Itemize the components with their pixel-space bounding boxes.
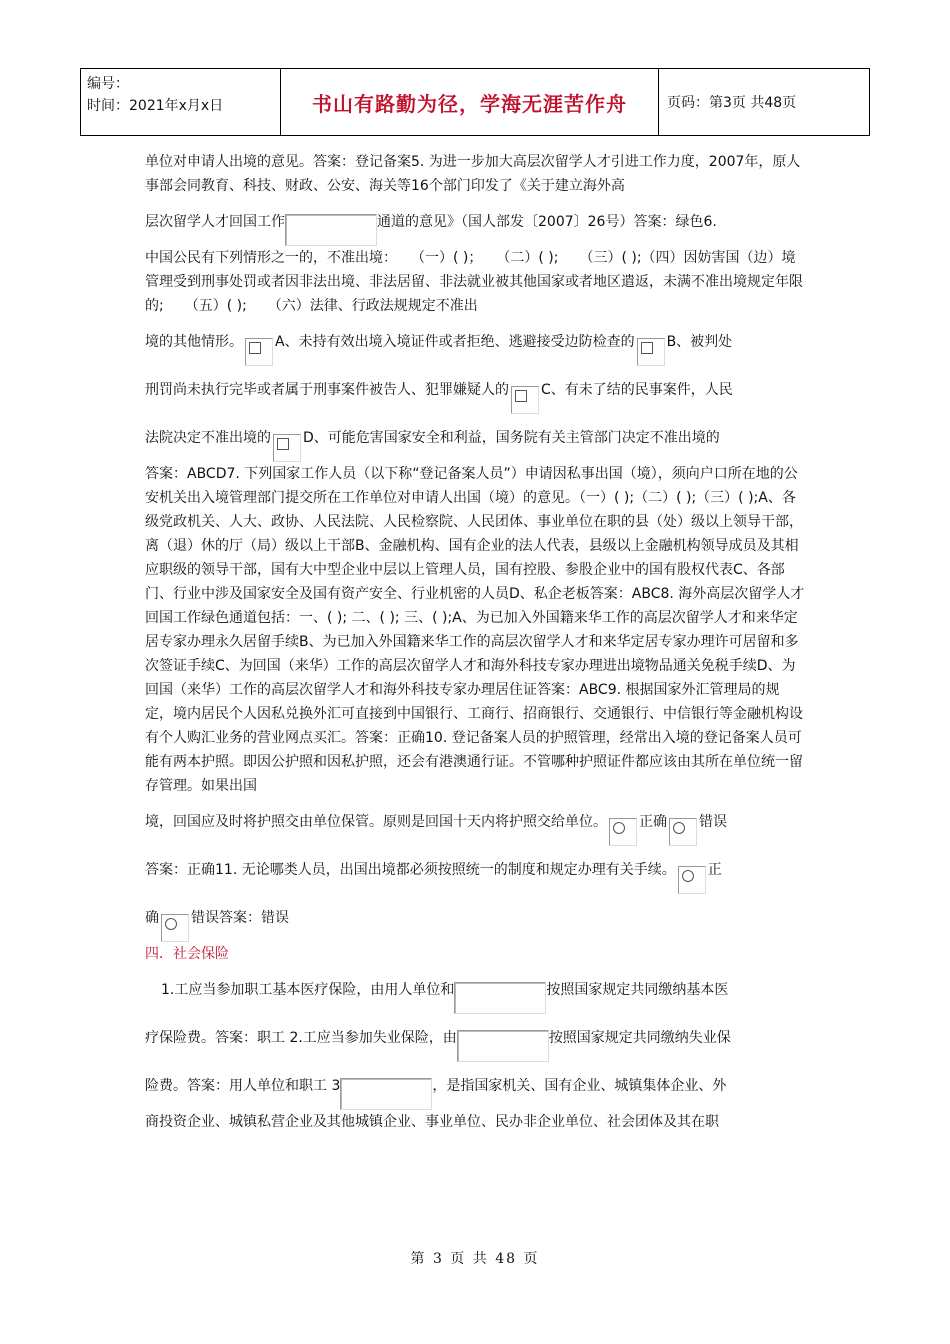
text: 按照国家规定共同缴纳基本医 bbox=[546, 982, 729, 998]
paragraph bbox=[145, 1014, 805, 1062]
section-heading: 四．社会保险 bbox=[145, 946, 229, 962]
paragraph bbox=[145, 798, 805, 846]
paragraph bbox=[145, 198, 805, 246]
paragraph bbox=[145, 318, 805, 366]
text: 层次留学人才回国工作 bbox=[145, 214, 285, 230]
text: 通道的意见》（国人部发〔2007〕26号）答案：绿色6. bbox=[377, 214, 717, 230]
text: C、有未了结的民事案件，人民 bbox=[541, 382, 733, 398]
paragraph: 答案：ABCD7. 下列国家工作人员（以下称“登记备案人员”）申请因私事出国（境），须向户口所在地的公安机关出入境管理部门提交所在工作单位对申请人出国（境）的意见。（一）( );（二）( );（三）( );A、各级党政机关、人大、政协、人民法院、人民检察院、人民团体、事业单位在职的县（处）级以上领导干部，离（退）休的厅（局）级以上干部B、金融机构、国有企业的法人代表，县级以上金融机构领导成员及其相应职级的领导干部，国有大中型企业中层以上管理人员，国有控股、参股企业中的国有股权代表C、各部门、行业中涉及国家安全及国有资产安全、行业机密的人员D、私企老板答案：ABC8. 海外高层次留学人才回国工作绿色通道包括：一、( ); 二、( ); 三、( );A、为已加入外国籍来华工作的高层次留学人才和来华定居专家办理永久居留手续B、为已加入外国籍来华工作的高层次留学人才和来华定居专家办理许可居留和多次签证手续C、为回国（来华）工作的高层次留学人才和海外科技专家办理进出境物品通关免税手续D、为回国（来华）工作的高层次留学人才和海外科技专家办理居住证答案：ABC9. 根据国家外汇管理局的规定，境内居民个人因私兑换外汇可直接到中国银行、工商行、招商银行、交通银行、中信银行等金融机构设有个人购汇业务的营业网点买汇。答案：正确10. 登记备案人员的护照管理，经常出入境的登记备案人员可能有两本护照。即因公护照和因私护照，还会有港澳通行证。不管哪种护照证件都应该由其所在单位统一留存管理。如果出国 bbox=[145, 466, 805, 794]
text: ，是指国家机关、国有企业、城镇集体企业、外 bbox=[432, 1078, 727, 1094]
paragraph bbox=[145, 414, 805, 462]
page-footer: 第 3 页 共 48 页 bbox=[410, 1251, 540, 1267]
blank-field[interactable] bbox=[285, 214, 377, 246]
text: 错误答案：错误 bbox=[191, 910, 289, 926]
radio-wrong-2[interactable] bbox=[161, 914, 189, 942]
text: 答案：正确11. 无论哪类人员，出国出境都必须按照统一的制度和规定办理有关手续。 bbox=[145, 862, 676, 878]
text: 错误 bbox=[699, 814, 727, 830]
text: 法院决定不准出境的 bbox=[145, 430, 271, 446]
text: 险费。答案：用人单位和职工 3 bbox=[145, 1078, 341, 1094]
time-label: 时间：2021年x月x日 bbox=[87, 98, 224, 114]
checkbox-d[interactable] bbox=[273, 434, 301, 462]
paragraph bbox=[145, 966, 805, 1014]
radio-correct-2[interactable] bbox=[678, 866, 706, 894]
text: B、被判处 bbox=[666, 334, 733, 350]
document-body bbox=[145, 150, 805, 1134]
header-meta bbox=[81, 69, 281, 135]
text: 境，回国应及时将护照交由单位保管。原则是回国十天内将护照交给单位。 bbox=[145, 814, 607, 830]
paragraph bbox=[145, 894, 805, 942]
radio-wrong[interactable] bbox=[669, 818, 697, 846]
paragraph bbox=[145, 366, 805, 414]
header-motto: 书山有路勤为径，学海无涯苦作舟 bbox=[281, 69, 659, 135]
radio-correct[interactable] bbox=[609, 818, 637, 846]
text: 1.工应当参加职工基本医疗保险，由用人单位和 bbox=[161, 982, 455, 998]
number-label: 编号： bbox=[87, 76, 129, 92]
blank-field[interactable] bbox=[340, 1078, 432, 1110]
paragraph bbox=[145, 1062, 805, 1110]
text: 疗保险费。答案：职工 2.工应当参加失业保险，由 bbox=[145, 1030, 457, 1046]
blank-field[interactable] bbox=[454, 982, 546, 1014]
paragraph: 中国公民有下列情形之一的，不准出境： （一）( )； （二）( ); （三）( );（四）因妨害国（边）境管理受到刑事处罚或者因非法出境、非法居留、非法就业被其他国家或者地区遣返，未满不准出境规定年限的; （五）( ); （六）法律、行政法规规定不准出 bbox=[145, 250, 803, 314]
text: 确 bbox=[145, 910, 159, 926]
paragraph: 商投资企业、城镇私营企业及其他城镇企业、事业单位、民办非企业单位、社会团体及其在职 bbox=[145, 1114, 719, 1130]
page-header bbox=[80, 68, 870, 136]
text: 境的其他情形。 bbox=[145, 334, 243, 350]
checkbox-b[interactable] bbox=[637, 338, 665, 366]
text: 刑罚尚未执行完毕或者属于刑事案件被告人、犯罪嫌疑人的 bbox=[145, 382, 509, 398]
paragraph: 单位对申请人出境的意见。答案：登记备案5. 为进一步加大高层次留学人才引进工作力度，2007年，原人事部会同教育、科技、财政、公安、海关等16个部门印发了《关于建立海外高 bbox=[145, 154, 801, 194]
checkbox-c[interactable] bbox=[511, 386, 539, 414]
text: A、未持有效出境入境证件或者拒绝、逃避接受边防检查的 bbox=[275, 334, 635, 350]
blank-field[interactable] bbox=[457, 1030, 549, 1062]
text: 按照国家规定共同缴纳失业保 bbox=[548, 1030, 731, 1046]
header-page-info: 页码：第3页 共48页 bbox=[667, 95, 797, 111]
text: 正 bbox=[707, 862, 722, 878]
text: D、可能危害国家安全和利益，国务院有关主管部门决定不准出境的 bbox=[303, 430, 720, 446]
paragraph bbox=[145, 846, 805, 894]
checkbox-a[interactable] bbox=[245, 338, 273, 366]
text: 正确 bbox=[639, 814, 667, 830]
